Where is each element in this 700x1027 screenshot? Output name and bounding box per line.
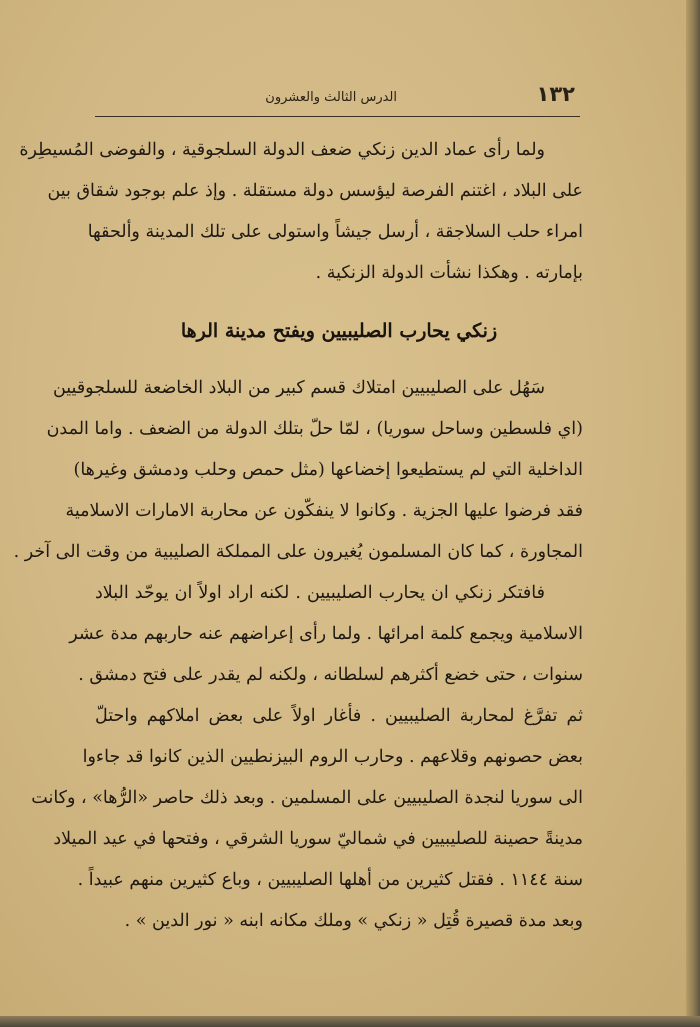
paragraph-edessa (31, 696, 583, 942)
paragraph-unification (69, 573, 583, 696)
section-heading: زنكي يحارب الصليبيين ويفتح مدينة الرها (180, 320, 498, 342)
text-line: الاسلامية ويجمع كلمة امرائها . ولما رأى إعراضهم عنه حاربهم مدة عشر (69, 624, 583, 644)
page-bottom-shadow (0, 1016, 700, 1027)
text-line: مدينةً حصينة للصليبيين في شماليّ سوريا الشرقي ، وفتحها في عيد الميلاد (53, 829, 583, 849)
text-line: امراء حلب السلاجقة ، أرسل جيشاً واستولى على تلك المدينة وألحقها (87, 222, 583, 242)
text-line: الداخلية التي لم يستطيعوا إخضاعها (مثل حمص وحلب ودمشق وغيرها) (73, 460, 583, 480)
text-line: الى سوريا لنجدة الصليبيين على المسلمين . وبعد ذلك حاصر «الرُّها» ، وكانت (31, 788, 583, 808)
page-body (13, 130, 583, 942)
text-line: وبعد مدة قصيرة قُتِل « زنكي » وملك مكانه ابنه « نور الدين » . (124, 911, 583, 931)
paragraph-intro (19, 130, 583, 294)
page-number: ١٣٢ (536, 82, 575, 106)
text-line: سَهُل على الصليبيين امتلاك قسم كبير من البلاد الخاضعة للسلجوقيين (52, 378, 545, 398)
text-line: سنة ١١٤٤ . فقتل كثيرين من أهلها الصليبيين ، وباع كثيرين منهم عبيداً . (77, 870, 583, 890)
text-line: سنوات ، حتى خضع أكثرهم لسلطانه ، ولكنه لم يقدر على فتح دمشق . (78, 665, 583, 685)
page-edge (686, 0, 700, 1027)
text-line: فقد فرضوا عليها الجزية . وكانوا لا ينفكّون عن محاربة الامارات الاسلامية (65, 501, 583, 521)
text-line: على البلاد ، اغتنم الفرصة ليؤسس دولة مستقلة . وإذ علم بوجود شقاق بين (47, 181, 583, 201)
paragraph-conquest (13, 368, 583, 573)
text-line: بإمارته . وهكذا نشأت الدولة الزنكية . (315, 263, 583, 283)
text-line: ثم تفرَّغ لمحاربة الصليبيين . فأغار اولاً على بعض املاكهم واحتلّ (95, 706, 583, 726)
running-title: الدرس الثالث والعشرون (265, 90, 397, 105)
text-line: بعض حصونهم وقلاعهم . وحارب الروم البيزنطيين الذين كانوا قد جاءوا (82, 747, 583, 767)
text-line: المجاورة ، كما كان المسلمون يُغيرون على المملكة الصليبية من وقت الى آخر . (13, 542, 583, 562)
page-header (95, 82, 575, 112)
text-line: (اي فلسطين وساحل سوريا) ، لمّا حلّ بتلك الدولة من الضعف . واما المدن (46, 419, 583, 439)
header-rule (95, 116, 580, 117)
text-line: ولما رأى عماد الدين زنكي ضعف الدولة السلجوقية ، والفوضى المُسيطِرة (19, 140, 545, 160)
text-line: فافتكر زنكي ان يحارب الصليبيين . لكنه اراد اولاً ان يوحّد البلاد (95, 583, 545, 603)
